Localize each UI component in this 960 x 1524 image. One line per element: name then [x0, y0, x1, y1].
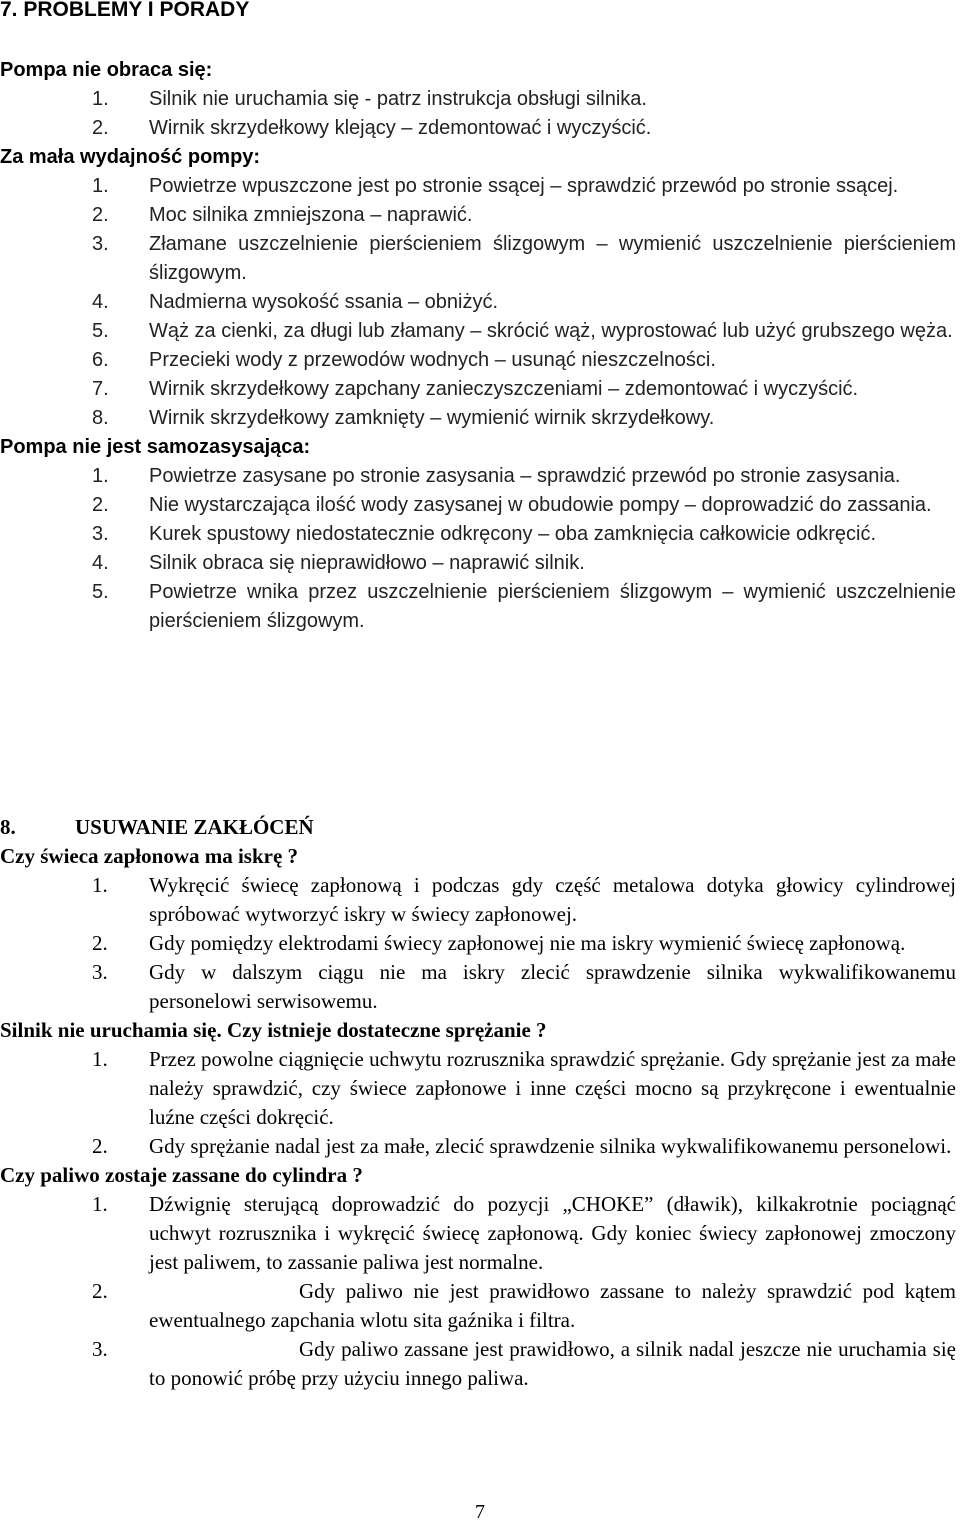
list-item-text: Wykręcić świecę zapłonową i podczas gdy część metalowa dotyka głowicy cylindrowej spróbować wytworzyć iskry w świecy zapłonowej.: [149, 873, 956, 926]
list-spark: [0, 871, 960, 1016]
list-fuel: [0, 1190, 960, 1393]
list-item-number: 2.: [92, 204, 109, 226]
section-title: USUWANIE ZAKŁÓCEŃ: [75, 815, 314, 839]
list-item-text: Gdy paliwo nie jest prawidłowo zassane to należy sprawdzić pod kątem ewentualnego zapchania wlotu sita gaźnika i filtra.: [149, 1279, 956, 1332]
list-item: [0, 404, 960, 433]
list-item-number: 7.: [92, 378, 109, 400]
list-item-text: Nie wystarczająca ilość wody zasysanej w obudowie pompy – doprowadzić do zassania.: [149, 494, 932, 516]
list-item-text: Powietrze zasysane po stronie zasysania – sprawdzić przewód po stronie zasysania.: [149, 465, 901, 487]
list-item-text: Nadmierna wysokość ssania – obniżyć.: [149, 291, 499, 313]
subheading-not-self-priming: Pompa nie jest samozasysająca:: [0, 436, 311, 458]
list-compression: [0, 1045, 960, 1161]
list-item: [0, 958, 960, 1016]
list-item-text: Gdy pomiędzy elektrodami świecy zapłonowej nie ma iskry wymienić świecę zapłonową.: [149, 931, 906, 955]
list-item: [0, 172, 960, 201]
list-item-text: Złamane uszczelnienie pierścieniem ślizgowym – wymienić uszczelnienie pierścieniem ślizgowym.: [149, 233, 956, 284]
list-item-number: 2.: [92, 931, 108, 955]
list-item-number: 2.: [92, 494, 109, 516]
list-item: [0, 85, 960, 114]
list-item-number: 4.: [92, 291, 109, 313]
fault-removal-block: [0, 842, 960, 1393]
list-item-text: Gdy w dalszym ciągu nie ma iskry zlecić sprawdzenie silnika wykwalifikowanemu personelowi serwisowemu.: [149, 960, 956, 1013]
list-item-text: Przez powolne ciągnięcie uchwytu rozrusznika sprawdzić sprężanie. Gdy sprężanie jest za małe należy sprawdzić, czy świece zapłonowe i inne części mocno są przykręcone i ewentualnie luźne części dokręcić.: [149, 1047, 956, 1129]
list-item: [0, 462, 960, 491]
list-item: [0, 549, 960, 578]
list-item-number: 6.: [92, 349, 109, 371]
list-item-text: Przecieki wody z przewodów wodnych – usunąć nieszczelności.: [149, 349, 716, 371]
section-heading-fault-removal: [0, 813, 314, 842]
list-item: [0, 929, 960, 958]
list-item: [0, 201, 960, 230]
list-item: [0, 491, 960, 520]
list-item-text: Silnik obraca się nieprawidłowo – naprawić silnik.: [149, 552, 585, 574]
list-item: [0, 1045, 960, 1132]
question-compression: Silnik nie uruchamia się. Czy istnieje dostateczne sprężanie ?: [0, 1018, 547, 1042]
list-item-number: 8.: [92, 407, 109, 429]
list-item-text: Wirnik skrzydełkowy klejący – zdemontować i wyczyścić.: [149, 117, 652, 139]
list-item: [0, 1277, 960, 1335]
list-item-text: Kurek spustowy niedostatecznie odkręcony – oba zamknięcia całkowicie odkręcić.: [149, 523, 877, 545]
subheading-low-capacity: Za mała wydajność pompy:: [0, 146, 261, 168]
list-item-number: 1.: [92, 1192, 108, 1216]
page-number: 7: [475, 1501, 485, 1523]
list-item-text: Wirnik skrzydełkowy zapchany zanieczyszczeniami – zdemontować i wyczyścić.: [149, 378, 859, 400]
list-item: [0, 520, 960, 549]
list-item-text: Wirnik skrzydełkowy zamknięty – wymienić wirnik skrzydełkowy.: [149, 407, 715, 429]
question-spark: Czy świeca zapłonowa ma iskrę ?: [0, 844, 299, 868]
troubleshooting-block: [0, 56, 960, 636]
list-item: [0, 1335, 960, 1393]
list-item: [0, 346, 960, 375]
list-item-number: 5.: [92, 320, 109, 342]
list-not-self-priming: [0, 462, 960, 636]
list-item-number: 3.: [92, 1337, 108, 1361]
list-item-text: Powietrze wnika przez uszczelnienie pierścieniem ślizgowym – wymienić uszczelnienie pierścieniem ślizgowym.: [149, 581, 956, 632]
list-item: [0, 1132, 960, 1161]
list-item-number: 4.: [92, 552, 109, 574]
list-item-text: Silnik nie uruchamia się - patrz instrukcja obsługi silnika.: [149, 88, 647, 110]
list-item-number: 3.: [92, 523, 109, 545]
list-low-capacity: [0, 172, 960, 433]
list-item-number: 2.: [92, 1279, 108, 1303]
list-item-number: 1.: [92, 88, 109, 110]
list-item-number: 2.: [92, 117, 109, 139]
list-item-number: 1.: [92, 175, 109, 197]
list-item: [0, 1190, 960, 1277]
list-item: [0, 871, 960, 929]
list-item: [0, 375, 960, 404]
list-item-number: 3.: [92, 233, 109, 255]
list-item-number: 5.: [92, 581, 109, 603]
list-item: [0, 114, 960, 143]
section-heading-problems: 7. PROBLEMY I PORADY: [0, 0, 250, 21]
list-item-text: Gdy sprężanie nadal jest za małe, zlecić sprawdzenie silnika wykwalifikowanemu personelowi.: [149, 1134, 952, 1158]
list-item-number: 2.: [92, 1134, 108, 1158]
list-item: [0, 317, 960, 346]
list-item-text: Wąż za cienki, za długi lub złamany – skrócić wąż, wyprostować lub użyć grubszego węża.: [149, 320, 953, 342]
list-item-text: Dźwignię sterującą doprowadzić do pozycji „CHOKE” (dławik), kilkakrotnie pociągnąć uchwyt rozrusznika i wykręcić świecę zapłonową. Gdy koniec świecy zapłonowej zmoczony jest paliwem, to zassanie paliwa jest normalne.: [149, 1192, 956, 1274]
list-item-number: 3.: [92, 960, 108, 984]
list-item: [0, 578, 960, 636]
list-pump-not-rotating: [0, 85, 960, 143]
list-item-text: Gdy paliwo zassane jest prawidłowo, a silnik nadal jeszcze nie uruchamia się to ponowić próbę przy użyciu innego paliwa.: [149, 1337, 956, 1390]
list-item-text: Moc silnika zmniejszona – naprawić.: [149, 204, 473, 226]
list-item: [0, 288, 960, 317]
list-item-number: 1.: [92, 465, 109, 487]
list-item-text: Powietrze wpuszczone jest po stronie ssącej – sprawdzić przewód po stronie ssącej.: [149, 175, 899, 197]
question-fuel: Czy paliwo zostaje zassane do cylindra ?: [0, 1163, 363, 1187]
subheading-pump-not-rotating: Pompa nie obraca się:: [0, 59, 213, 81]
list-item-number: 1.: [92, 873, 108, 897]
list-item: [0, 230, 960, 288]
section-number: 8.: [0, 815, 16, 839]
list-item-number: 1.: [92, 1047, 108, 1071]
